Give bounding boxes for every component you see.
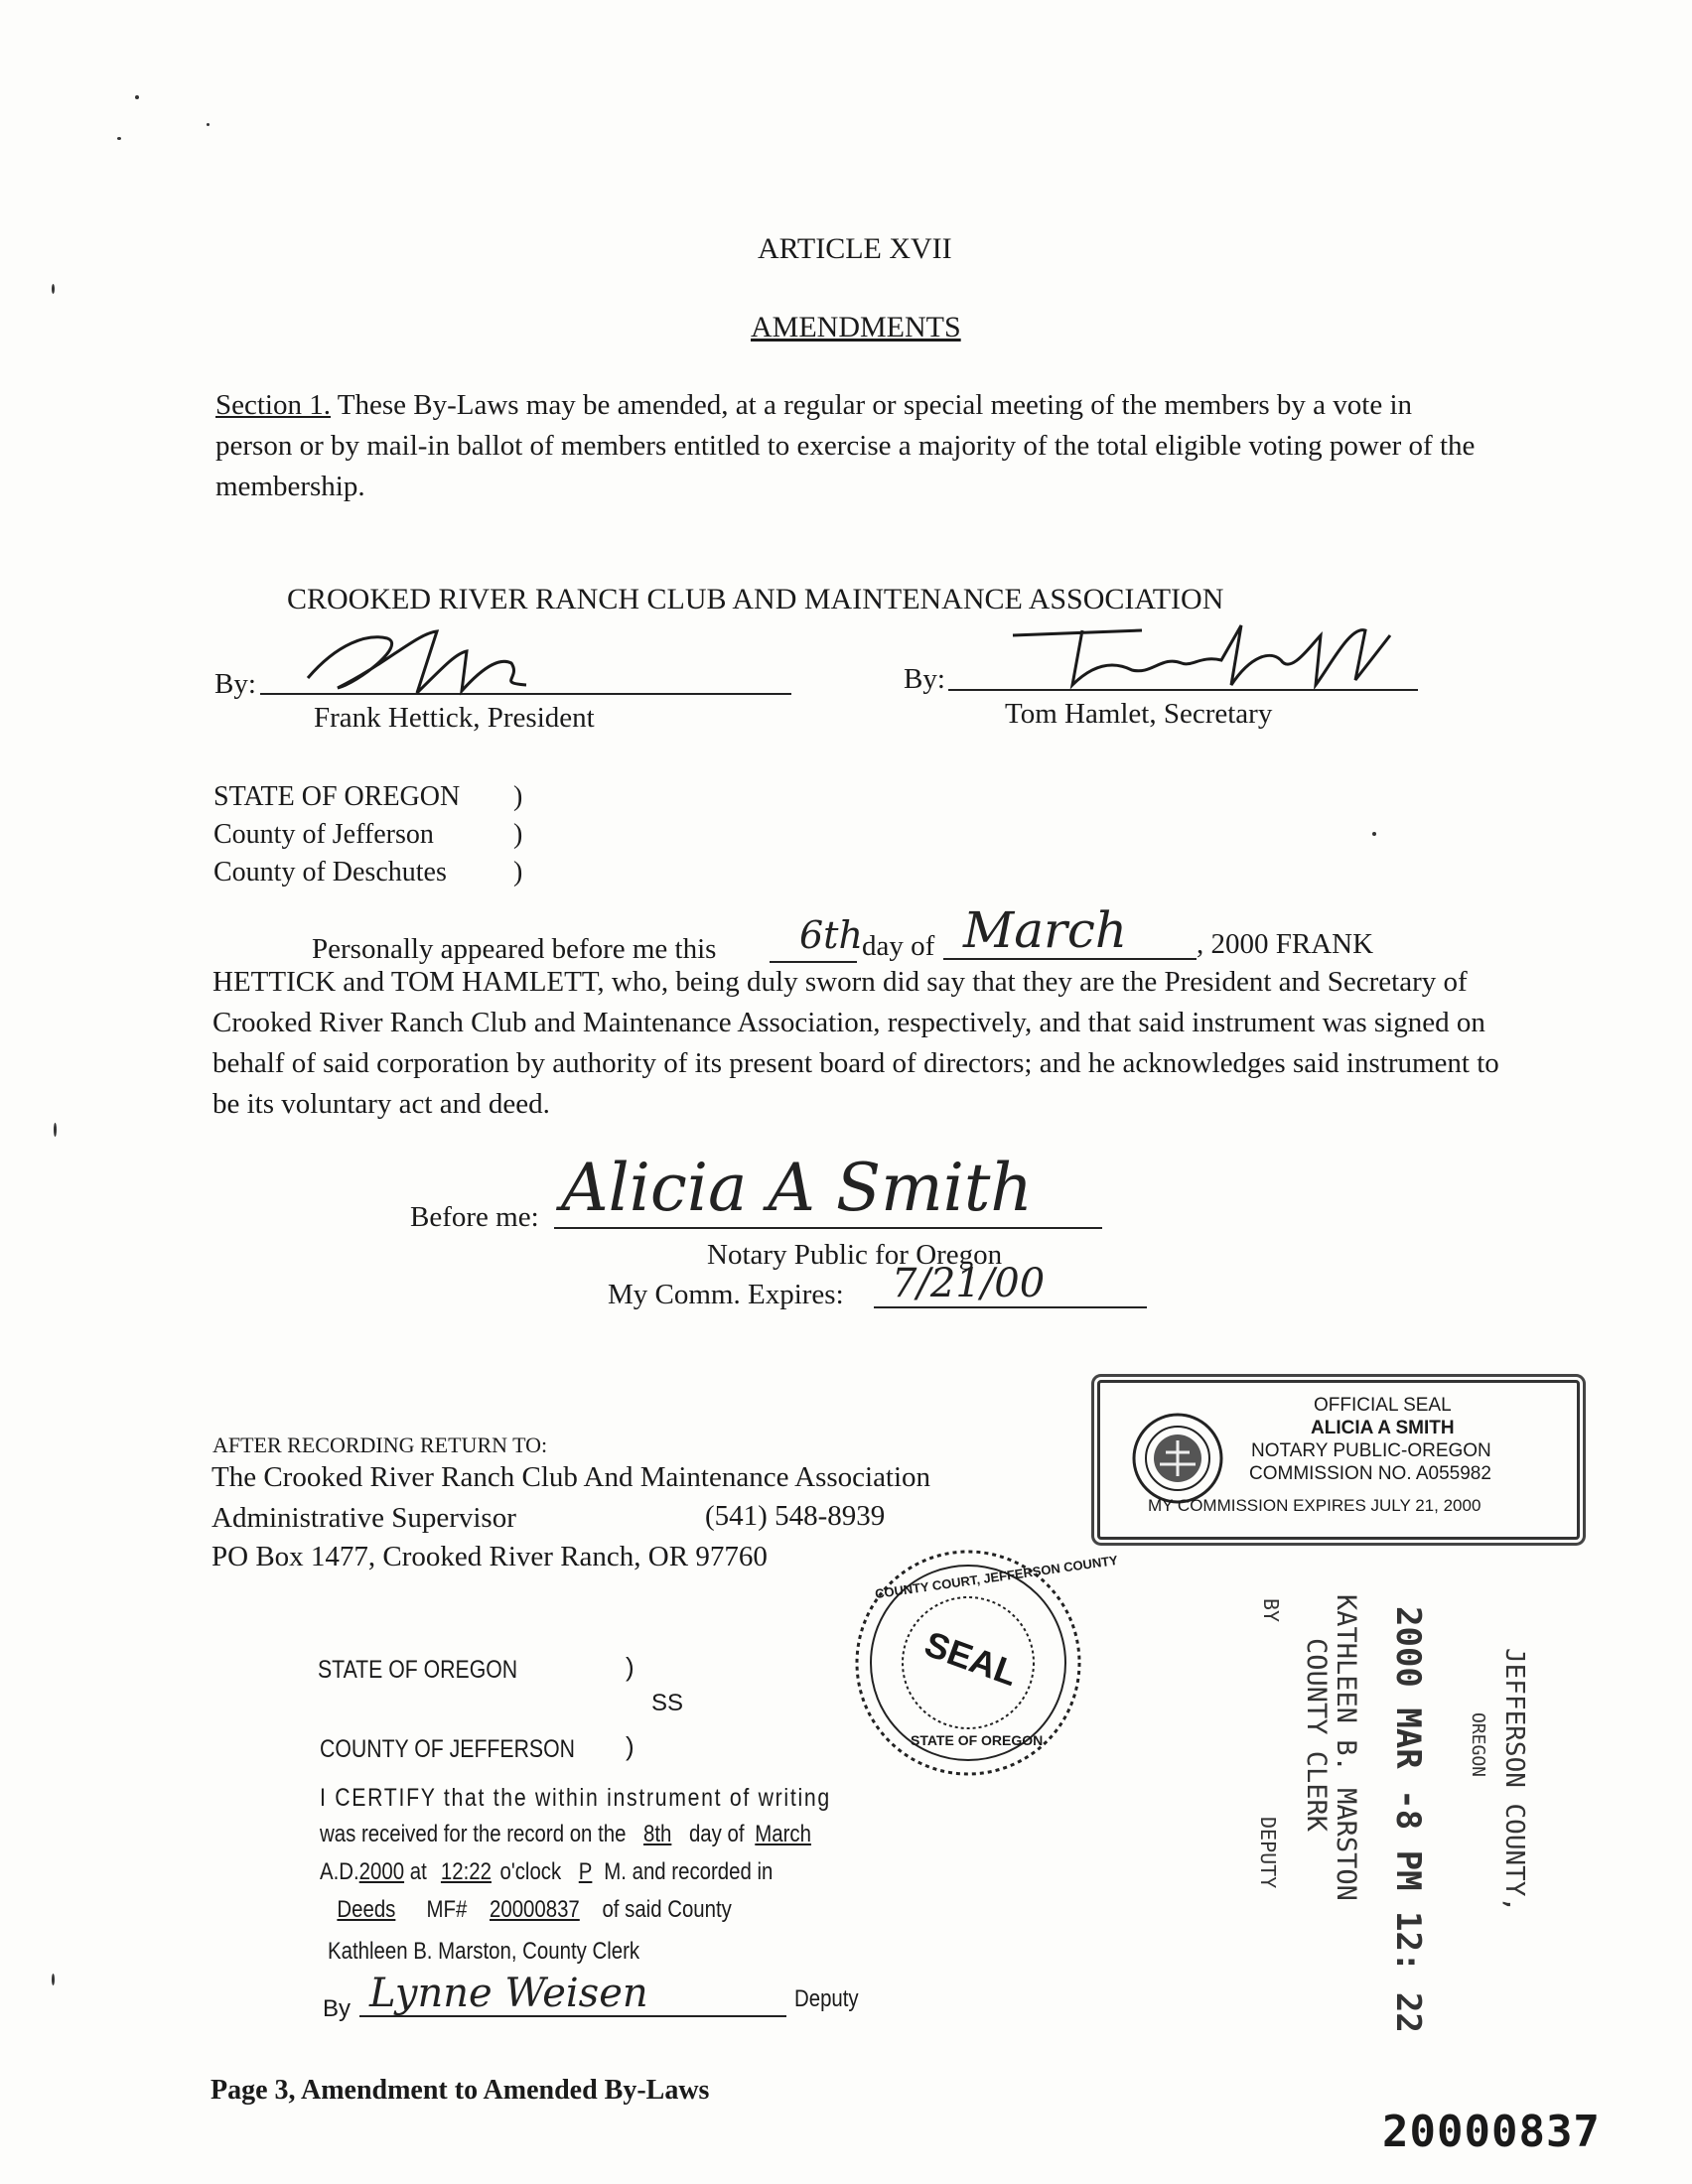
ack-month-handwritten: March — [963, 901, 1128, 959]
ack-after-month: , 2000 FRANK — [1197, 928, 1374, 960]
rec-clerk: Kathleen B. Marston, County Clerk — [328, 1938, 640, 1965]
rec-month: March — [755, 1821, 811, 1847]
rec-certify-line-4 — [334, 1896, 732, 1924]
rec-certify-2a: was received for the record on the — [320, 1821, 627, 1847]
scan-speck — [52, 284, 55, 294]
article-heading: ARTICLE XVII — [758, 232, 952, 265]
scan-speck — [135, 95, 139, 99]
expires-label: My Comm. Expires: — [608, 1279, 844, 1310]
notary-signature: Alicia A Smith — [561, 1150, 1033, 1226]
org-name: CROOKED RIVER RANCH CLUB AND MAINTENANCE ASSOCIATION — [287, 583, 1224, 615]
notary-signature-line — [554, 1227, 1102, 1229]
ack-body: HETTICK and TOM HAMLETT, who, being duly sworn did say that they are the President and Secretary of Crooked River Ranch Club and Maintenance Association, respectively, and that said instrument was signed on behalf of said corporation by authority of its present board of directors; and he acknowledges said instrument to be its voluntary act and deed. — [212, 966, 1499, 1120]
seal-line-1: OFFICIAL SEAL — [1314, 1395, 1452, 1416]
county-court-seal — [849, 1544, 1119, 1782]
by-label-right: By: — [904, 663, 945, 695]
expires-handwritten: 7/21/00 — [892, 1261, 1046, 1306]
ack-lead: Personally appeared before me this — [312, 933, 717, 965]
return-address: PO Box 1477, Crooked River Ranch, OR 97760 — [212, 1541, 768, 1572]
expires-line — [874, 1306, 1147, 1308]
rec-of-county: of said County — [602, 1896, 732, 1923]
by-label-left: By: — [214, 668, 256, 700]
ack-day-handwritten: 6th — [799, 913, 863, 957]
venue-paren-2: ) — [513, 819, 523, 850]
seal-line-5: MY COMMISSION EXPIRES JULY 21, 2000 — [1148, 1496, 1481, 1515]
stamp-datetime: 2000 MAR -8 PM 12: 22 — [1388, 1606, 1428, 2033]
rec-day: 8th — [643, 1821, 672, 1847]
venue-county-2: County of Deschutes — [213, 857, 447, 887]
return-label: AFTER RECORDING RETURN TO: — [212, 1433, 548, 1457]
ack-day-of: day of — [862, 930, 935, 962]
signature-tom-hamlet — [993, 615, 1420, 695]
rec-paren-2: ) — [626, 1731, 634, 1761]
rec-oclock: o'clock — [499, 1858, 562, 1885]
section-text: These By-Laws may be amended, at a regular or special meeting of the members by a vote in person or by mail-in ballot of members entitled to exercise a majority of the total eligible voting power of the membership. — [215, 389, 1476, 502]
footer-doc-number: 20000837 — [1382, 2107, 1601, 2157]
scan-speck — [54, 1123, 57, 1137]
rec-deputy: Deputy — [794, 1985, 859, 2012]
deputy-signature: Lynne Weisen — [369, 1971, 648, 2016]
rec-mf-number: 20000837 — [490, 1896, 580, 1923]
notary-title: Notary Public for Oregon — [707, 1239, 1003, 1271]
rec-ad: A.D. — [320, 1858, 359, 1885]
signature-frank-hettick — [298, 623, 556, 703]
stamp-clerk-title: COUNTY CLERK — [1301, 1638, 1332, 1833]
official-seal-stamp — [1097, 1380, 1580, 1540]
section-label: Section 1. — [215, 389, 331, 421]
venue-state: STATE OF OREGON — [213, 781, 461, 812]
rec-by: By — [323, 1995, 352, 2022]
scan-speck — [117, 137, 121, 140]
rec-m-recorded: M. and recorded in — [604, 1858, 774, 1885]
article-subheading: AMENDMENTS — [751, 311, 961, 343]
stamp-clerk-name: KATHLEEN B. MARSTON — [1331, 1594, 1361, 1901]
rec-certify-line-3 — [320, 1858, 773, 1886]
stamp-state: OREGON — [1468, 1712, 1488, 1778]
return-attn: Administrative Supervisor — [212, 1502, 516, 1534]
seal-line-2: ALICIA A SMITH — [1311, 1418, 1455, 1438]
rec-county: COUNTY OF JEFFERSON — [320, 1735, 575, 1763]
seal-line-3: NOTARY PUBLIC-OREGON — [1251, 1440, 1491, 1461]
oregon-state-seal-icon — [1130, 1411, 1225, 1506]
venue-paren-3: ) — [513, 857, 523, 887]
stamp-deputy: DEPUTY — [1256, 1817, 1280, 1889]
before-me-label: Before me: — [410, 1201, 539, 1233]
signer-right: Tom Hamlet, Secretary — [1005, 698, 1273, 730]
rec-mf: MF# — [426, 1896, 468, 1923]
scan-speck — [207, 123, 210, 126]
rec-certify-2b: day of — [688, 1821, 745, 1847]
section-1 — [215, 385, 1486, 507]
return-phone: (541) 548-8939 — [705, 1500, 886, 1532]
seal-line-4: COMMISSION NO. A055982 — [1249, 1463, 1491, 1484]
rec-state: STATE OF OREGON — [318, 1656, 518, 1684]
scan-speck — [1372, 832, 1376, 836]
scan-speck — [52, 1974, 55, 1985]
county-seal-ring-bottom: STATE OF OREGON — [911, 1732, 1044, 1748]
stamp-county: JEFFERSON COUNTY, — [1499, 1648, 1529, 1913]
rec-ampm: P — [578, 1858, 593, 1885]
venue-county-1: County of Jefferson — [213, 819, 434, 850]
rec-certify-1: I CERTIFY that the within instrument of writing — [320, 1784, 831, 1812]
rec-ss: SS — [651, 1690, 684, 1716]
rec-paren-1: ) — [626, 1652, 634, 1682]
county-seal-ring-top: COUNTY COURT, JEFFERSON COUNTY — [874, 1552, 1119, 1602]
rec-book: Deeds — [337, 1896, 396, 1923]
rec-year: 2000 — [358, 1858, 405, 1885]
signer-left: Frank Hettick, President — [314, 702, 595, 734]
rec-time: 12:22 — [440, 1858, 492, 1885]
return-org: The Crooked River Ranch Club And Maintenance Association — [212, 1461, 931, 1493]
county-seal-center: SEAL — [919, 1622, 1024, 1695]
rec-at: at — [409, 1858, 427, 1885]
rec-certify-line-2 — [320, 1821, 816, 1848]
venue-paren-1: ) — [513, 781, 523, 812]
stamp-by: BY — [1259, 1598, 1283, 1623]
footer-page: Page 3, Amendment to Amended By-Laws — [211, 2075, 710, 2106]
